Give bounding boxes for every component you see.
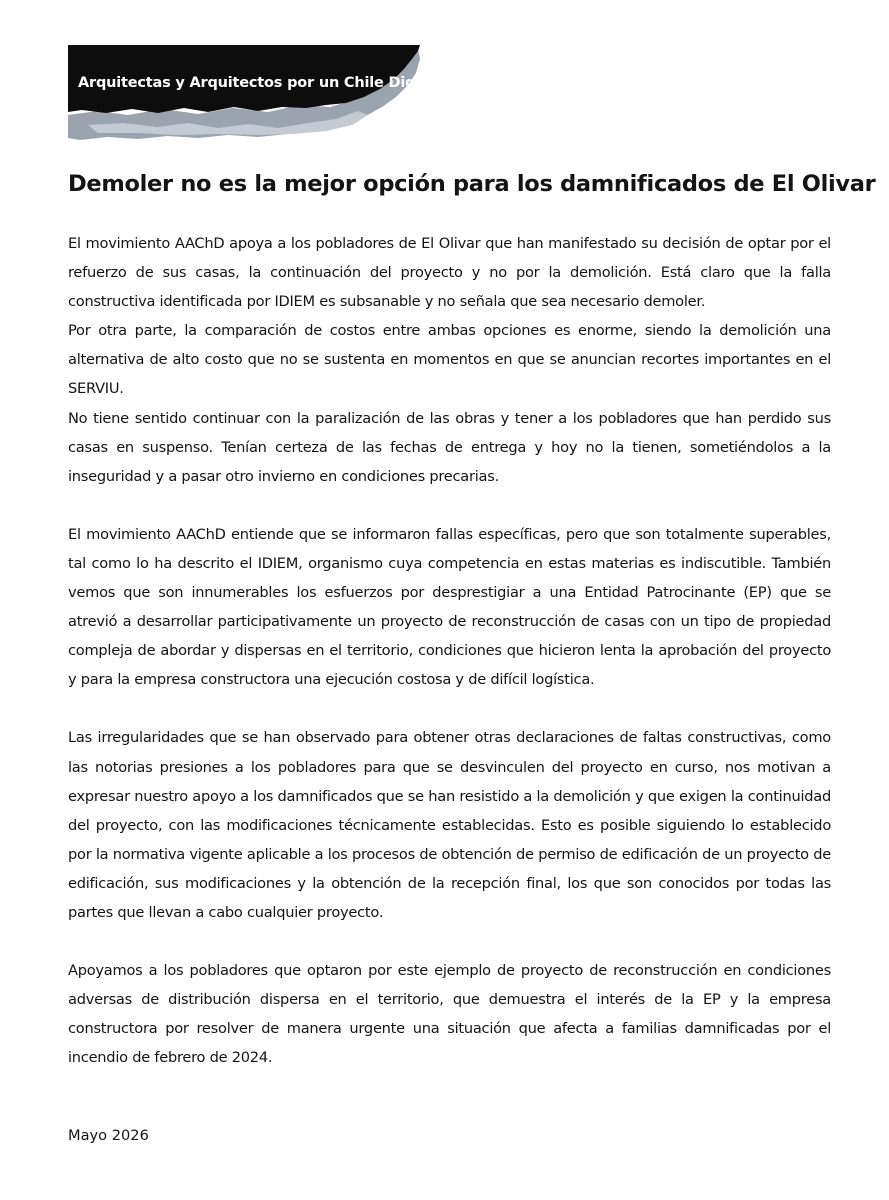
document-date: Mayo 2026 [68,1127,149,1144]
chile-map-banner-graphic [68,45,420,140]
paragraph: Apoyamos a los pobladores que optaron por este ejemplo de proyecto de reconstrucción en condiciones adversas de distribución dispersa en el territorio, que demuestra el interés de la EP y la empresa constructora por resolver de manera urgente una situación que afecta a familias damnificadas por el incendio de febrero de 2024. [68,962,831,1067]
paragraph: El movimiento AAChD entiende que se informaron fallas específicas, pero que son totalmente superables, tal como lo ha descrito el IDIEM, organismo cuya competencia en estas materias es indiscutible. También vemos que son innumerables los esfuerzos por desprestigiar a una Entidad Patrocinante (EP) que se atrevió a desarrollar participativamente un proyecto de reconstrucción de casas con un tipo de propiedad compleja de abordar y dispersas en el territorio, condiciones que hicieron lenta la aprobación del proyecto y para la empresa constructora una ejecución costosa y de difícil logística. [68,525,831,689]
logo-text: Arquitectas y Arquitectos por un Chile Digno [78,75,436,91]
paragraph: Por otra parte, la comparación de costos entre ambas opciones es enorme, siendo la demolición una alternativa de alto costo que no se sustenta en momentos en que se anuncian recortes importantes en el SERVIU. [68,322,831,398]
organization-logo [68,45,436,140]
paragraph: El movimiento AAChD apoya a los pobladores de El Olivar que han manifestado su decisión de optar por el refuerzo de sus casas, la continuación del proyecto y no por la demolición. Está claro que la falla constructiva identificada por IDIEM es subsanable y no señala que sea necesario demoler. [68,235,831,311]
document-title: Demoler no es la mejor opción para los damnificados de El Olivar [68,171,876,197]
paragraph: No tiene sentido continuar con la paralización de las obras y tener a los pobladores que han perdido sus casas en suspenso. Tenían certeza de las fechas de entrega y hoy no la tienen, sometiéndolos a la inseguridad y a pasar otro invierno en condiciones precarias. [68,409,831,485]
paragraph: Las irregularidades que se han observado para obtener otras declaraciones de faltas constructivas, como las notorias presiones a los pobladores para que se desvinculen del proyecto en curso, nos motivan a expresar nuestro apoyo a los damnificados que se han resistido a la demolición y que exigen la continuidad del proyecto, con las modificaciones técnicamente establecidas. Esto es posible siguiendo lo establecido por la normativa vigente aplicable a los procesos de obtención de permiso de edificación de un proyecto de edificación, sus modificaciones y la obtención de la recepción final, los que son conocidos por todas las partes que llevan a cabo cualquier proyecto. [68,729,831,921]
document-body [68,229,831,1072]
